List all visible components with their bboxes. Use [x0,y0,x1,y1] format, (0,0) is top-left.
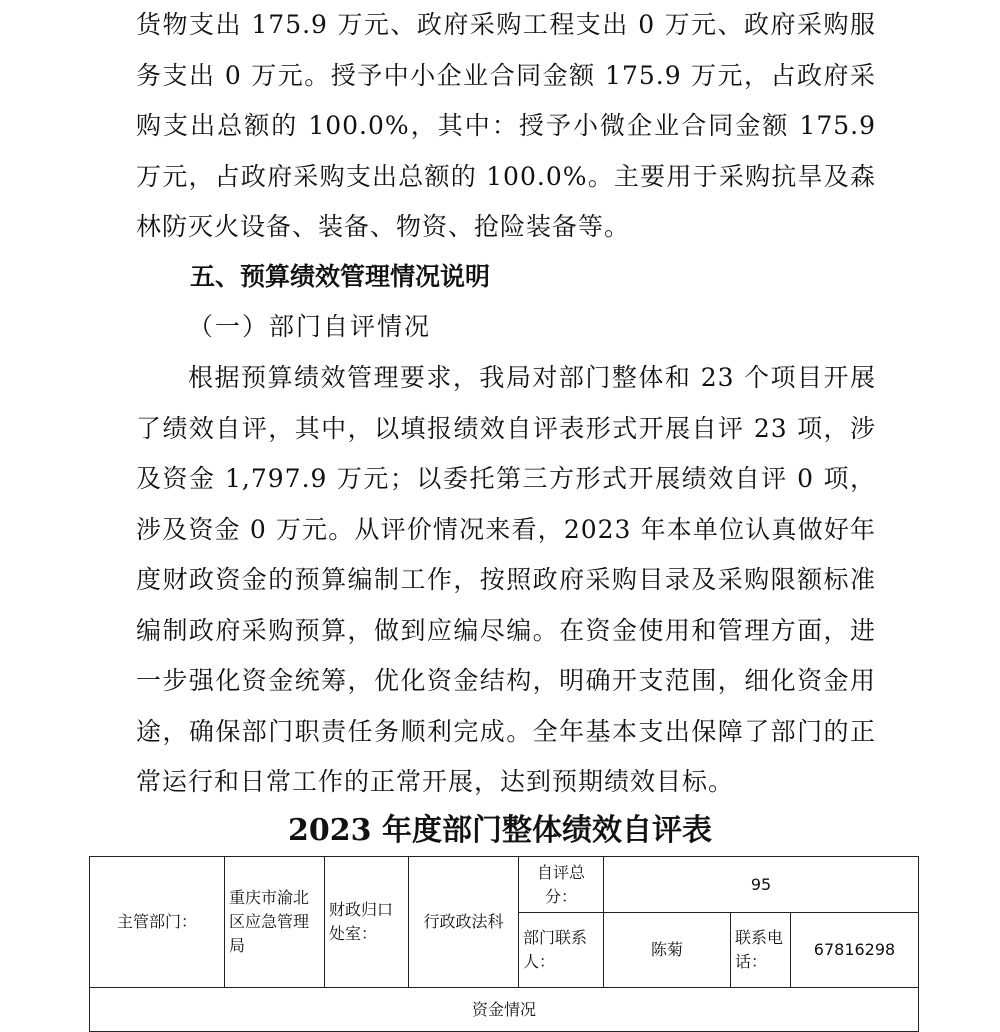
phone-label-cell: 联系电话： [731,913,791,988]
budget-paragraph-procurement: 货物支出 175.9 万元、政府采购工程支出 0 万元、政府采购服务支出 0 万元。授予中小企业合同金额 175.9 万元，占政府采购支出总额的 100.0%，其中：授予小微企业合同金额 175.9 万元，占政府采购支出总额的 100.0%。主要用于采购抗旱及森林防灭火设备、装备、物资、抢险装备等。 [136,10,876,241]
finance-label-cell: 财政归口处室： [325,857,409,988]
performance-evaluation-table [89,856,919,1032]
section-heading: 五、预算绩效管理情况说明 [190,262,491,291]
score-value-cell: 95 [604,857,919,913]
dept-label-cell: 主管部门： [90,857,225,988]
subsection-heading: （一）部门自评情况 [188,312,432,341]
funds-section-cell: 资金情况 [90,988,919,1032]
phone-value-cell: 67816298 [791,913,919,988]
score-label-cell: 自评总分： [519,857,604,913]
dept-value-cell: 重庆市渝北区应急管理局 [225,857,325,988]
finance-value-cell: 行政政法科 [409,857,519,988]
self-evaluation-paragraph: 根据预算绩效管理要求，我局对部门整体和 23 个项目开展了绩效自评，其中，以填报绩效自评表形式开展自评 23 项，涉及资金 1,797.9 万元；以委托第三方形式开展绩效自评 0 项，涉及资金 0 万元。从评价情况来看，2023 年本单位认真做好年度财政资金的预算编制工作，按照政府采购目录及采购限额标准编制政府采购预算，做到应编尽编。在资金使用和管理方面，进一步强化资金统筹，优化资金结构，明确开支范围，细化资金用途，确保部门职责任务顺利完成。全年基本支出保障了部门的正常运行和日常工作的正常开展，达到预期绩效目标。 [136,363,876,796]
table-title: 2023 年度部门整体绩效自评表 [288,813,712,848]
contact-label-cell: 部门联系人： [519,913,604,988]
contact-value-cell: 陈菊 [604,913,731,988]
